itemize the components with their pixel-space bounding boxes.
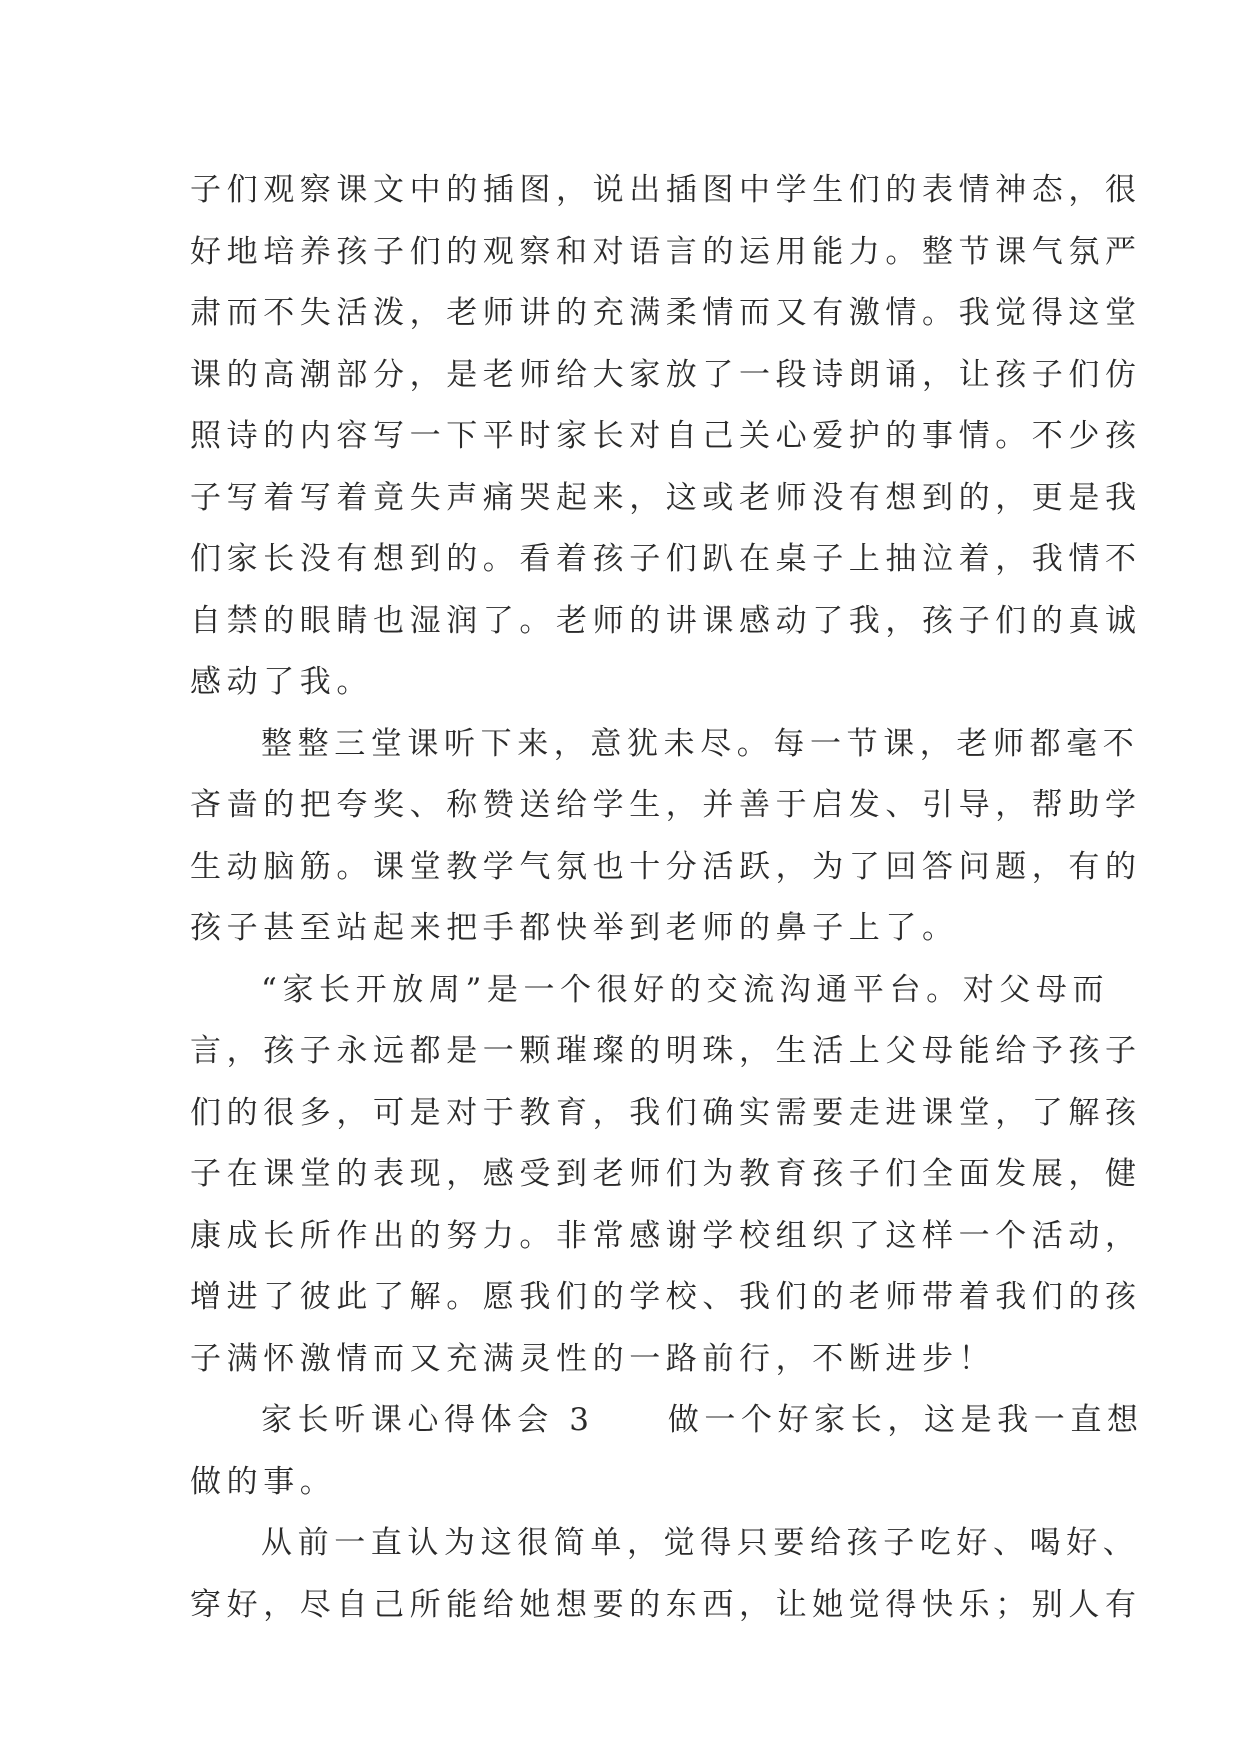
text-line: 子满怀激情而又充满灵性的一路前行，不断进步！ [190,1340,996,1377]
text-line: 孩子甚至站起来把手都快举到老师的鼻子上了。 [190,910,959,946]
text-line: 照诗的内容写一下平时家长对自己关心爱护的事情。不少孩 [190,418,1142,454]
text-line: 康成长所作出的努力。非常感谢学校组织了这样一个活动， [190,1217,1142,1254]
text-line: 吝啬的把夸奖、称赞送给学生，并善于启发、引导，帮助学 [190,787,1142,823]
body-text [190,160,1144,1636]
text-line: 穿好，尽自己所能给她想要的东西，让她觉得快乐；别人有 [190,1586,1142,1623]
text-line: 好地培养孩子们的观察和对语言的运用能力。整节课气氛严 [190,233,1142,270]
text-line: 肃而不失活泼，老师讲的充满柔情而又有激情。我觉得这堂 [190,295,1142,331]
text-line: 做的事。 [190,1463,337,1500]
text-line: 们的很多，可是对于教育，我们确实需要走进课堂，了解孩 [190,1094,1142,1131]
paragraph-start-line: 整整三堂课听下来，意犹未尽。每一节课，老师都毫不 [261,725,1140,762]
section-heading-line: 家长听课心得体会 3 做一个好家长，这是我一直想 [261,1402,1144,1438]
text-line: 们家长没有想到的。看着孩子们趴在桌子上抽泣着，我情不 [190,541,1142,577]
text-line: 子在课堂的表现，感受到老师们为教育孩子们全面发展，健 [190,1156,1142,1192]
text-line: 增进了彼此了解。愿我们的学校、我们的老师带着我们的孩 [190,1279,1142,1315]
text-line: 课的高潮部分，是老师给大家放了一段诗朗诵，让孩子们仿 [190,356,1142,393]
paragraph-start-line: “家长开放周”是一个很好的交流沟通平台。对父母而 [261,971,1110,1008]
text-line: 生动脑筋。课堂教学气氛也十分活跃，为了回答问题，有的 [190,848,1142,885]
paragraph-start-line: 从前一直认为这很简单，觉得只要给孩子吃好、喝好、 [261,1525,1140,1561]
text-line: 子写着写着竟失声痛哭起来，这或老师没有想到的，更是我 [190,479,1142,516]
text-line: 感动了我。 [190,664,373,700]
text-line: 子们观察课文中的插图，说出插图中学生们的表情神态，很 [190,172,1142,208]
text-line: 言，孩子永远都是一颗璀璨的明珠，生活上父母能给予孩子 [190,1033,1142,1069]
text-line: 自禁的眼睛也湿润了。老师的讲课感动了我，孩子们的真诚 [190,602,1142,639]
